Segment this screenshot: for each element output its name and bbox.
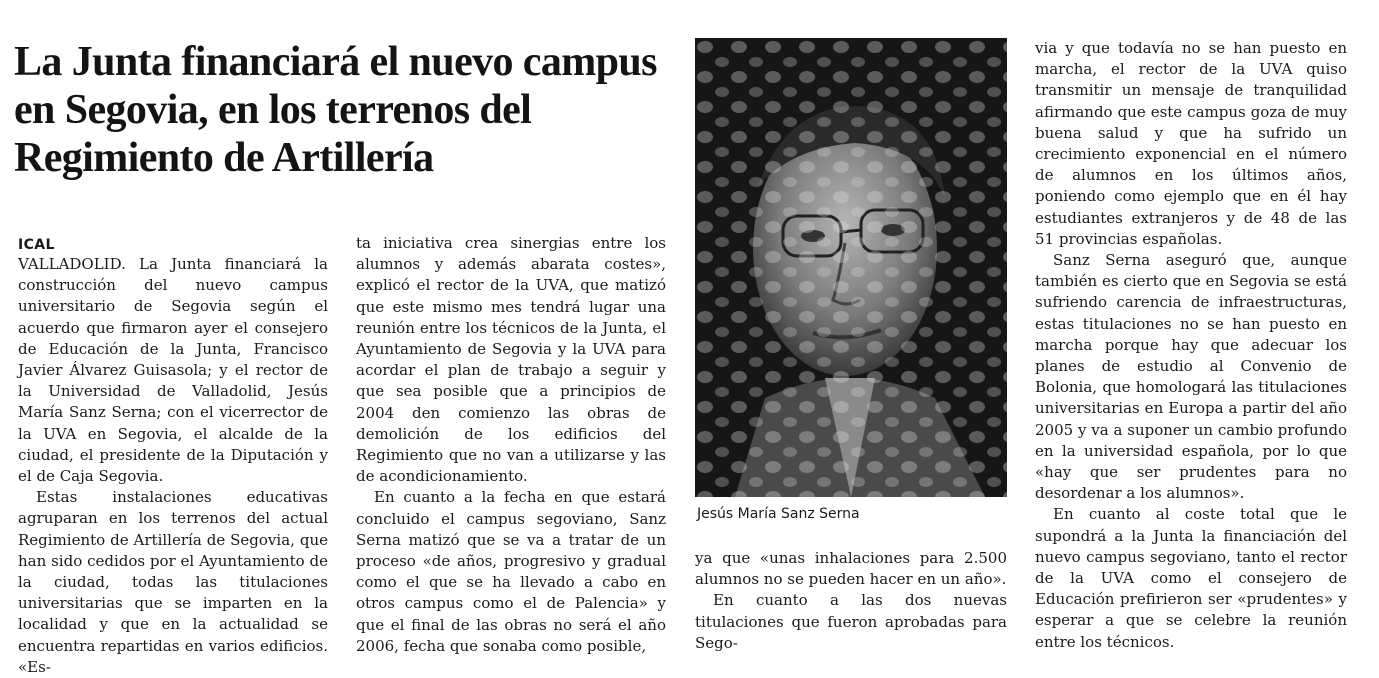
- paragraph: En cuanto a las dos nuevas titulaciones que fueron aprobadas para Sego-: [695, 591, 1007, 652]
- paragraph: ya que «unas inhalaciones para 2.500 alumnos no se pueden hacer en un año».: [695, 549, 1007, 589]
- paragraph: via y que todavía no se han puesto en marcha, el rector de la UVA quiso transmitir un mensaje de tranquilidad afirmando que este campus goza de muy buena salud y que ha sufrido un crecimiento exponencial en el número de alumnos en los últimos años, poniendo como ejemplo que en él hay estudiantes extranjeros y de 48 de las 51 provincias españolas.: [1035, 39, 1347, 248]
- article-column-4: [1035, 38, 1347, 653]
- portrait-illustration: [695, 38, 1007, 497]
- paragraph: ta iniciativa crea sinergias entre los alumnos y además abarata costes», explicó el rector de la UVA, que matizó que este mismo mes tendrá lugar una reunión entre los técnicos de la Junta, el Ayuntamiento de Segovia y la UVA para acordar el plan de trabajo a seguir y que sea posible que a principios de 2004 den comienzo las obras de demolición de los edificios del Regimiento que no van a utilizarse y las de acondicionamiento.: [356, 234, 666, 486]
- article-column-1: [18, 236, 328, 678]
- article-column-2: [356, 233, 666, 657]
- photo-caption: Jesús María Sanz Serna: [697, 506, 860, 522]
- paragraph: Sanz Serna aseguró que, aunque también es cierto que en Segovia se está sufriendo carencia de infraestructuras, estas titulaciones no se han puesto en marcha porque hay que adecuar los planes de estudio al Convenio de Bolonia, que homologará las titulaciones universitarias en Europa a partir del año 2005 y va a suponer un cambio profundo en la universidad española, por lo que «hay que ser prudentes para no desordenar a los alumnos».: [1035, 251, 1347, 503]
- paragraph: En cuanto al coste total que le supondrá a la Junta la financiación del nuevo campus segoviano, tanto el rector de la UVA como el consejero de Educación prefirieron ser «prudentes» y esperar a que se celebre la reunión entre los técnicos.: [1035, 505, 1347, 651]
- byline: ICAL: [18, 237, 55, 253]
- paragraph: En cuanto a la fecha en que estará concluido el campus segoviano, Sanz Serna matizó que se va a tratar de un proceso «de años, progresivo y gradual como el que se ha llevado a cabo en otros campus como el de Palencia» y que el final de las obras no será el año 2006, fecha que sonaba como posible,: [356, 488, 666, 655]
- article-column-3: [695, 548, 1007, 654]
- article-headline: La Junta financiará el nuevo campus en Segovia, en los terrenos del Regimiento de Artillería: [14, 39, 657, 181]
- paragraph: Estas instalaciones educativas agruparan en los terrenos del actual Regimiento de Artillería de Segovia, que han sido cedidos por el Ayuntamiento de la ciudad, todas las titulaciones universitarias que se imparten en la localidad y que en la actualidad se encuentra repartidas en varios edificios. «Es-: [18, 488, 328, 676]
- portrait-photo: [695, 38, 1007, 497]
- paragraph: VALLADOLID. La Junta financiará la construcción del nuevo campus universitario de Segovia según el acuerdo que firmaron ayer el consejero de Educación de la Junta, Francisco Javier Álvarez Guisasola; y el rector de la Universidad de Valladolid, Jesús María Sanz Serna; con el vicerrector de la UVA en Segovia, el alcalde de la ciudad, el presidente de la Diputación y el de Caja Segovia.: [18, 255, 328, 486]
